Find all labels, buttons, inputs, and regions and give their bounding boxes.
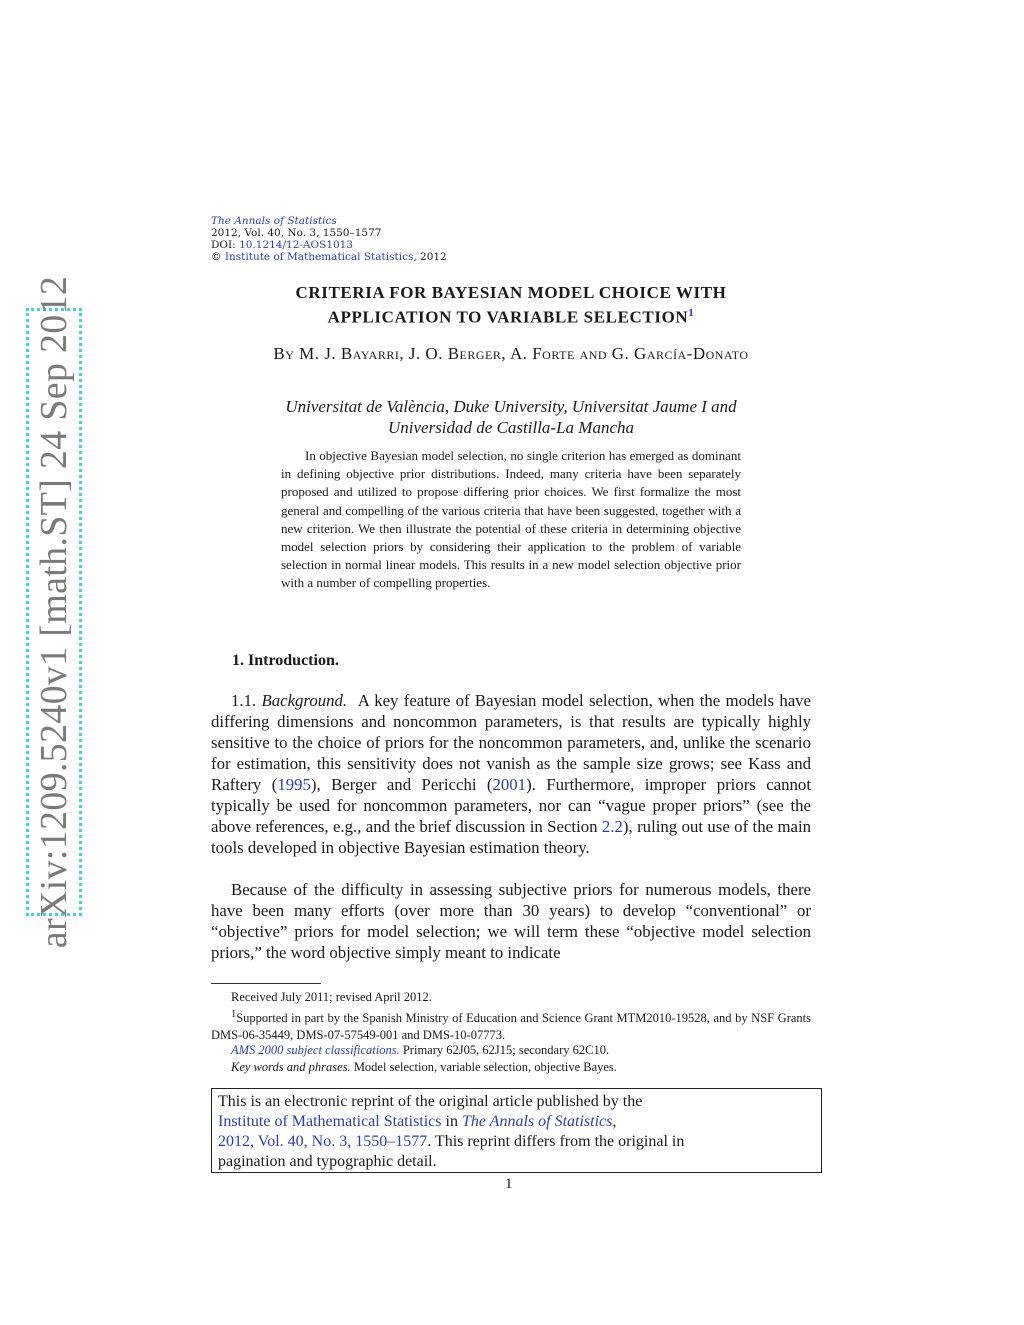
- footnote-keywords: [211, 1059, 811, 1076]
- reprint-line-4: pagination and typographic detail.: [218, 1153, 437, 1170]
- reprint-notice-box: [211, 1088, 822, 1173]
- citation-link-1995[interactable]: 1995: [277, 775, 311, 794]
- reprint-text-after: . This reprint differs from the original in: [427, 1133, 685, 1150]
- section-ref-link[interactable]: 2.2: [601, 817, 623, 836]
- reprint-in: in: [441, 1113, 462, 1130]
- section-number: 1.: [232, 652, 244, 669]
- copyright-line: [211, 251, 447, 263]
- subsection-title: Background.: [261, 691, 348, 710]
- para1-text-d: ), ruling out use of the main tools developed in objective Bayesian estimation theory.: [211, 817, 812, 857]
- keywords-label: Key words and phrases.: [231, 1060, 351, 1074]
- title-footnote-mark[interactable]: 1: [688, 307, 695, 319]
- doi-line: [211, 239, 447, 251]
- affiliations: [211, 396, 811, 438]
- reprint-line-1: This is an electronic reprint of the original article published by the: [218, 1093, 643, 1110]
- reprint-journal-link[interactable]: The Annals of Statistics: [461, 1113, 613, 1130]
- body-paragraph-2: Because of the difficulty in assessing subjective priors for numerous models, there have been many efforts (over more than 30 years) to develop “conventional” or “objective” priors for model selection; we will term these “objective model selection priors,” the word objective simply meant to indicate: [211, 880, 811, 962]
- footnote-support: [211, 1006, 811, 1044]
- keywords-text: Model selection, variable selection, objective Bayes.: [350, 1060, 617, 1074]
- ams-classification-link[interactable]: AMS 2000 subject classifications.: [231, 1043, 400, 1057]
- volume-line: 2012, Vol. 40, No. 3, 1550–1577: [211, 227, 382, 239]
- paper-title: [211, 282, 811, 328]
- title-line-2: [211, 303, 811, 328]
- subsection-number: 1.1.: [231, 691, 257, 710]
- section-title: Introduction.: [248, 652, 339, 669]
- journal-header: [211, 215, 447, 263]
- citation-link-2001[interactable]: 2001: [492, 775, 527, 794]
- body-paragraph-1: [211, 690, 811, 858]
- copyright-year: , 2012: [413, 251, 447, 263]
- para1-text-b: ), Berger and Pericchi (: [310, 775, 493, 794]
- copyright-symbol: ©: [211, 251, 222, 263]
- arxiv-id-text: arXiv:1209.5240v1 [math.ST] 24 Sep 2012: [33, 275, 75, 949]
- abstract: In objective Bayesian model selection, no single criterion has emerged as dominant in defining objective prior distributions. Indeed, many criteria have been separately proposed and utilized to propose differing prior choices. We first formalize the most general and compelling of the various criteria that have been suggested, together with a new criterion. We then illustrate the potential of these criteria in determining objective model selection priors by considering their application to the problem of variable selection in normal linear models. This results in a new model selection objective prior with a number of compelling properties.: [281, 448, 741, 591]
- reprint-line-2: [218, 1112, 815, 1132]
- footnote-ams: [211, 1042, 811, 1059]
- para1-text-a: A key feature of Bayesian model selection, when the models have differing dimensions and noncommon parameters, is that results are typically highly sensitive to the choice of priors for the noncommon parameters, and, unlike the scenario for estimation, this sensitivity does not vanish as the sample size grows; see Kass and Raftery (: [211, 691, 812, 794]
- institute-link[interactable]: Institute of Mathematical Statistics: [224, 251, 414, 263]
- affiliations-line-2: Universidad de Castilla-La Mancha: [387, 418, 634, 437]
- arxiv-stamp[interactable]: [26, 275, 82, 949]
- section-heading: [232, 652, 339, 670]
- affiliations-line-1: Universitat de València, Duke University, Universitat Jaume I and: [285, 397, 737, 416]
- footnote-rule: [211, 983, 321, 984]
- doi-link[interactable]: 10.1214/12-AOS1013: [239, 239, 354, 251]
- ams-classification-text: Primary 62J05, 62J15; secondary 62C10.: [399, 1043, 610, 1057]
- page-number: 1: [505, 1176, 513, 1192]
- doi-label: DOI:: [211, 239, 240, 251]
- title-line-1: CRITERIA FOR BAYESIAN MODEL CHOICE WITH: [295, 283, 727, 302]
- footnote-mark: 1: [231, 1009, 237, 1020]
- reprint-comma: ,: [612, 1113, 617, 1130]
- reprint-line-3: [218, 1132, 815, 1152]
- author-list: By M. J. Bayarri, J. O. Berger, A. Forte and G. García-Donato: [273, 344, 749, 363]
- journal-name-link[interactable]: The Annals of Statistics: [211, 215, 337, 227]
- para1-text-c: ). Furthermore, improper priors cannot typically be used for noncommon parameters, nor can “vague proper priors” (see the above references, e.g., and the brief discussion in Section: [211, 775, 811, 836]
- reprint-volume-link[interactable]: 2012, Vol. 40, No. 3, 1550–1577: [218, 1133, 428, 1150]
- footnote-support-text: Supported in part by the Spanish Ministry of Education and Science Grant MTM2010-19528, and by NSF Grants DMS-06-35449, DMS-07-57549-001 and DMS-10-07773.: [211, 1011, 811, 1043]
- title-line-2-text: APPLICATION TO VARIABLE SELECTION: [327, 307, 689, 327]
- footnote-received: Received July 2011; revised April 2012.: [231, 990, 432, 1004]
- reprint-institute-link[interactable]: Institute of Mathematical Statistics: [218, 1113, 442, 1130]
